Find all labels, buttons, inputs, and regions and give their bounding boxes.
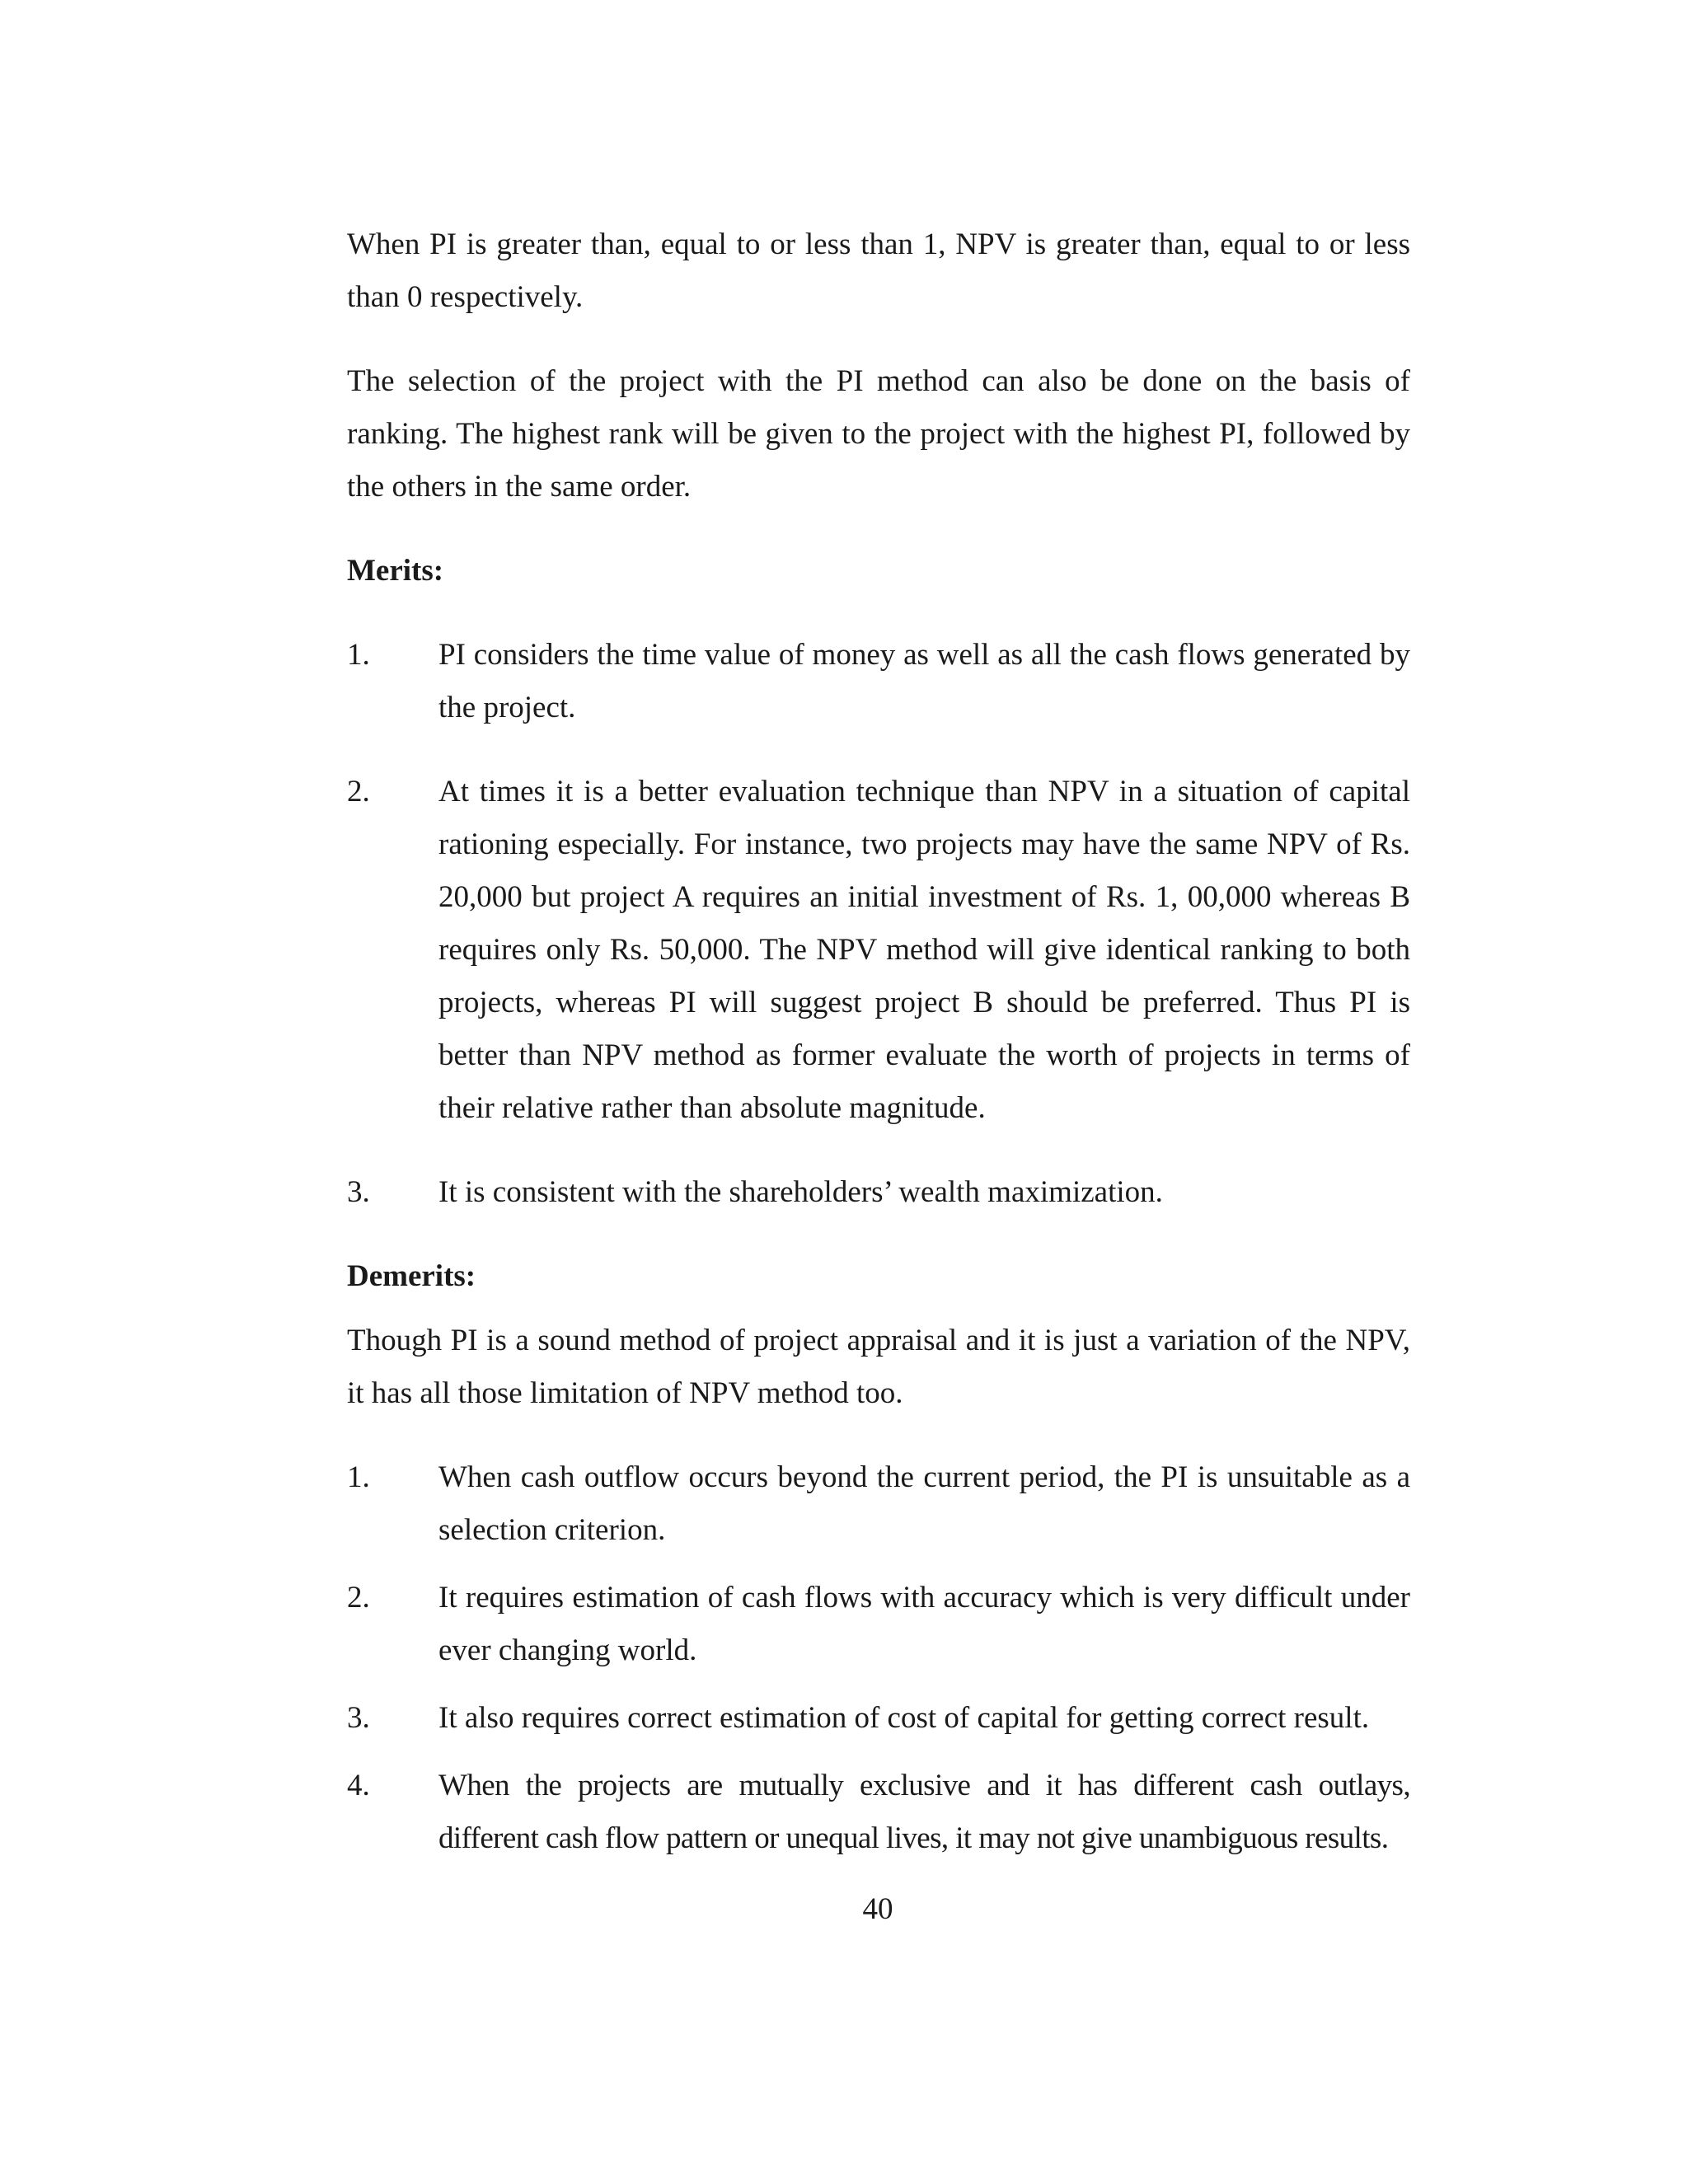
page-content	[347, 218, 1410, 1880]
demerits-item	[347, 1451, 1410, 1557]
demerits-item	[347, 1692, 1410, 1745]
list-number: 1.	[347, 638, 370, 672]
merits-item	[347, 629, 1410, 734]
merits-item	[347, 766, 1410, 1135]
intro-paragraph-2: The selection of the project with the PI method can also be done on the basis of ranking. The highest rank will be given to the project with the highest PI, followed by the others in the same order.	[347, 364, 1410, 504]
list-number: 2.	[347, 1581, 370, 1615]
list-text: It is consistent with the shareholders’ wealth maximization.	[438, 1175, 1163, 1209]
list-number: 3.	[347, 1701, 370, 1735]
demerits-list	[347, 1451, 1410, 1865]
page-number: 40	[862, 1892, 893, 1926]
demerits-heading: Demerits:	[347, 1259, 476, 1293]
merits-item	[347, 1166, 1410, 1219]
list-number: 4.	[347, 1769, 370, 1802]
list-text: It also requires correct estimation of cost of capital for getting correct result.	[438, 1701, 1370, 1735]
merits-heading: Merits:	[347, 554, 444, 588]
intro-paragraph-1: When PI is greater than, equal to or less than 1, NPV is greater than, equal to or less than 0 respectively.	[347, 227, 1410, 314]
demerits-item	[347, 1572, 1410, 1677]
merits-list	[347, 629, 1410, 1219]
list-number: 3.	[347, 1175, 370, 1209]
list-number: 1.	[347, 1460, 370, 1494]
list-text: When the projects are mutually exclusive and it has different cash outlays, different cash flow pattern or unequal lives, it may not give unambiguous results.	[438, 1769, 1410, 1855]
list-text: When cash outflow occurs beyond the current period, the PI is unsuitable as a selection criterion.	[438, 1460, 1410, 1547]
demerits-intro: Though PI is a sound method of project appraisal and it is just a variation of the NPV, it has all those limitation of NPV method too.	[347, 1324, 1410, 1410]
demerits-item	[347, 1760, 1410, 1865]
list-text: PI considers the time value of money as well as all the cash flows generated by the project.	[438, 638, 1410, 724]
list-text: At times it is a better evaluation technique than NPV in a situation of capital rationing especially. For instance, two projects may have the same NPV of Rs. 20,000 but project A requires an initial investment of Rs. 1, 00,000 whereas B requires only Rs. 50,000. The NPV method will give identical ranking to both projects, whereas PI will suggest project B should be preferred. Thus PI is better than NPV method as former evaluate the worth of projects in terms of their relative rather than absolute magnitude.	[438, 775, 1410, 1125]
list-number: 2.	[347, 775, 370, 808]
list-text: It requires estimation of cash flows with accuracy which is very difficult under ever changing world.	[438, 1581, 1410, 1667]
